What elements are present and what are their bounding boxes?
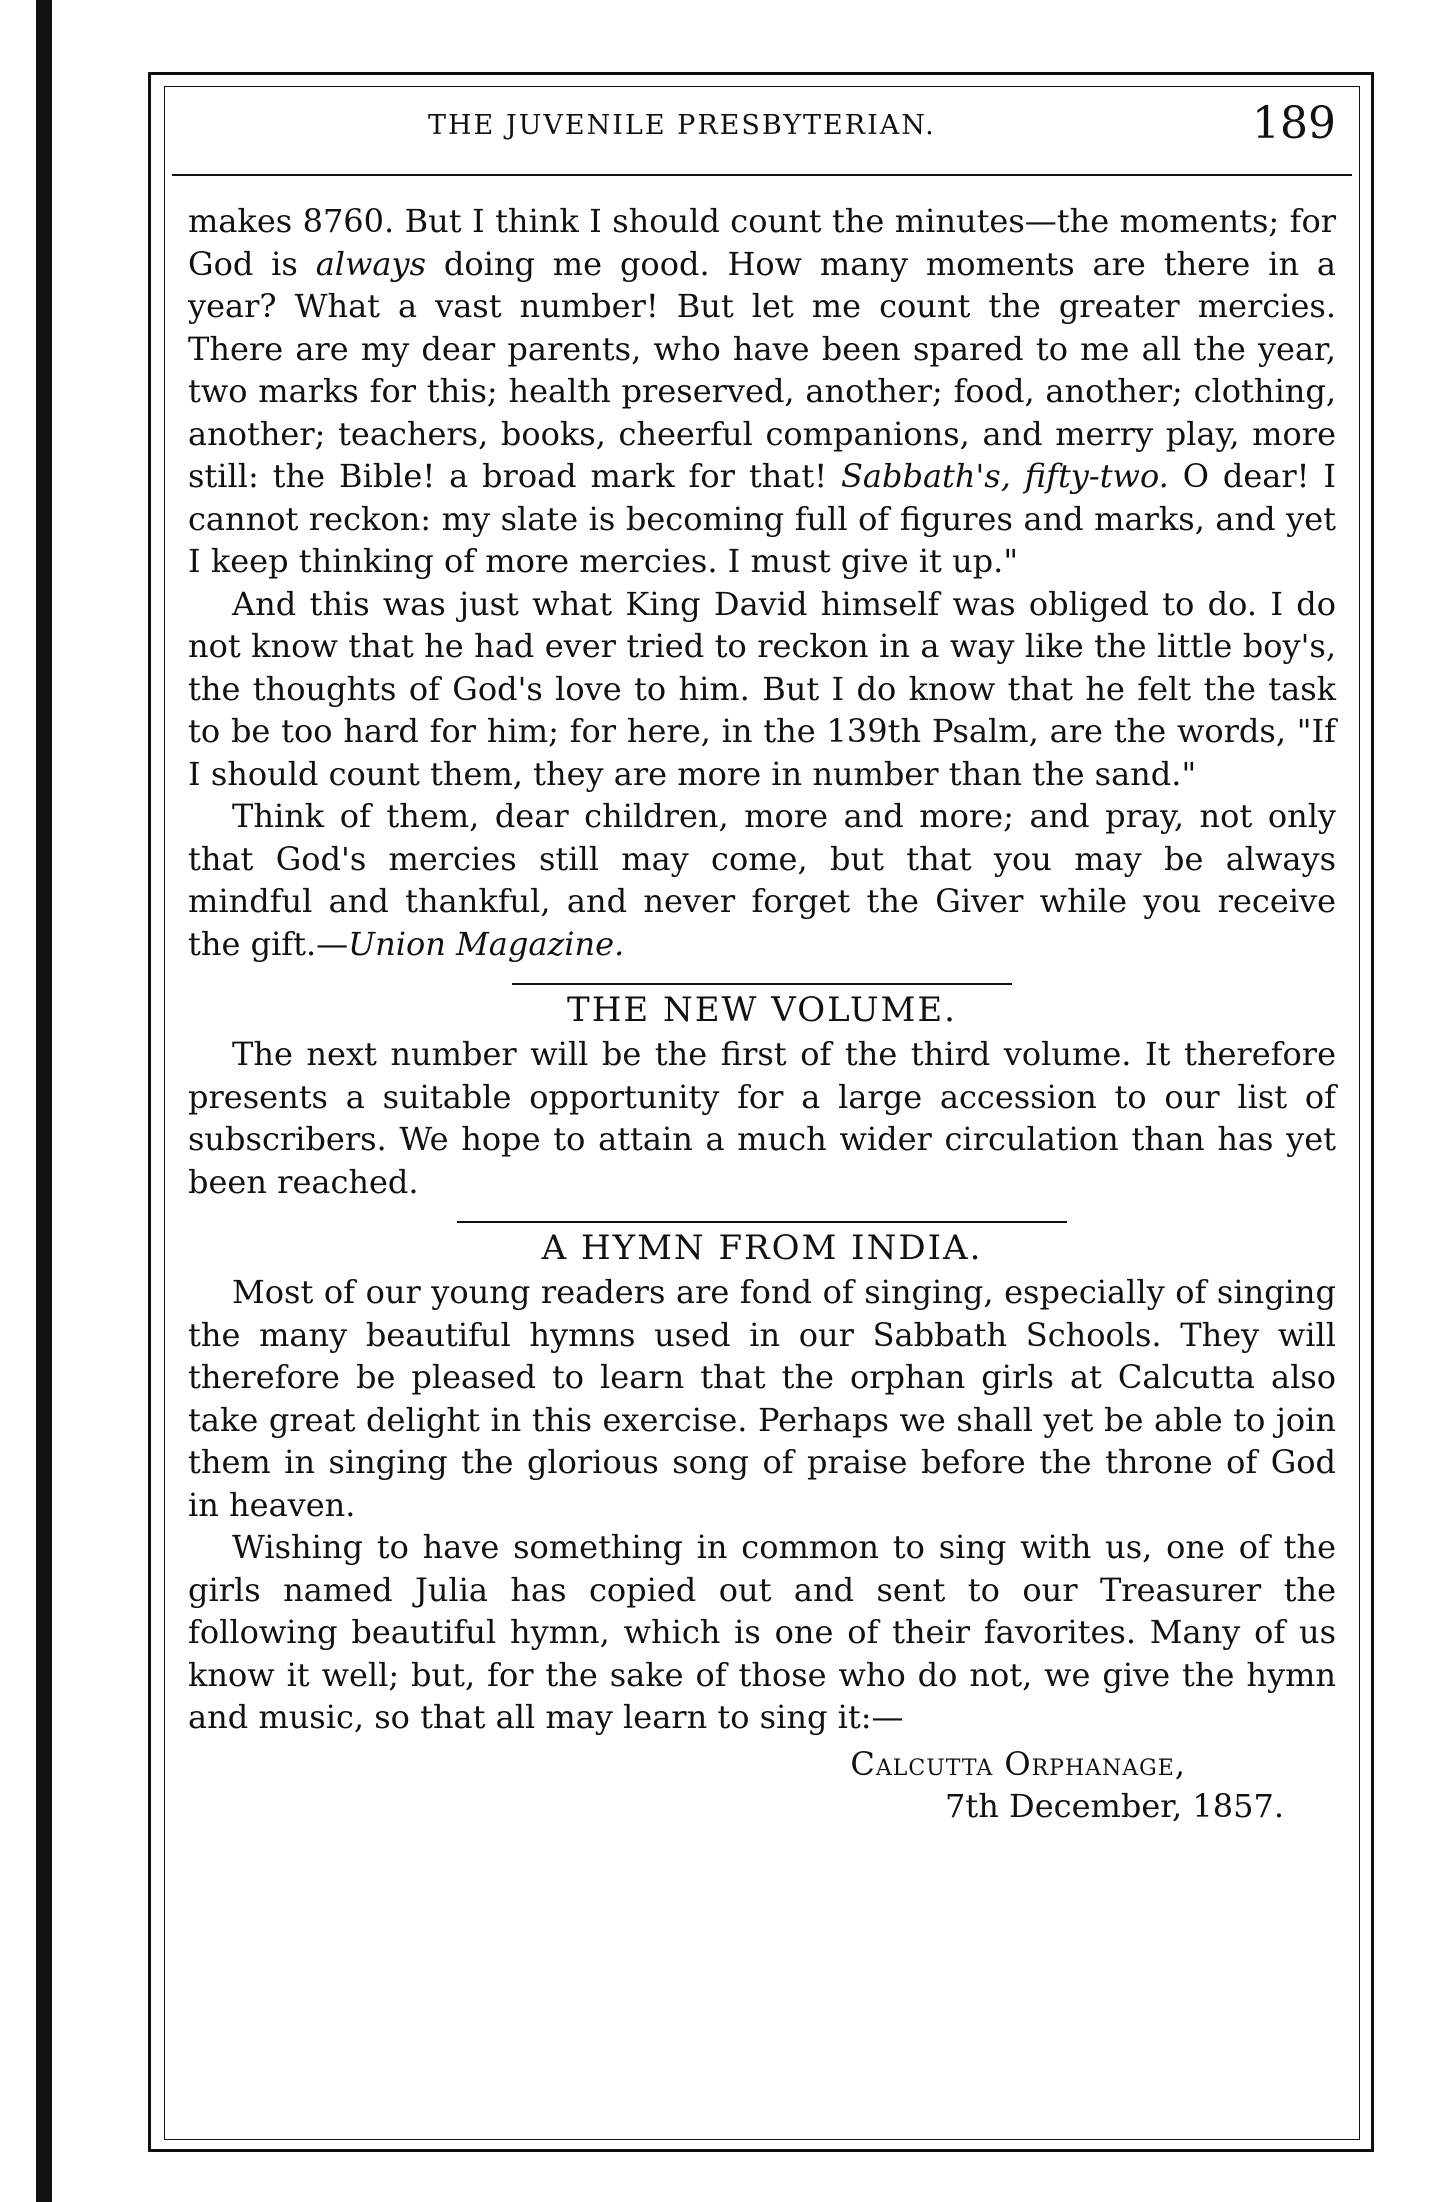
text-run: doing me good. How many moments are there in a year? What a vast number! But let me count the greater mercies. There are my dear parents, who have been spared to me all the year, two marks for this; health preserved, another; food, another; clothing, another; teachers, books, cheerful companions, and merry play, more still: the Bible! a broad mark for that! bbox=[188, 244, 1337, 495]
page-binding-edge bbox=[36, 0, 52, 2202]
signature-line: Calcutta Orphanage, bbox=[850, 1744, 1186, 1783]
article-text bbox=[188, 200, 1336, 1828]
source-citation: Union Magazine. bbox=[348, 924, 625, 963]
italic-text-run: Sabbath's, fifty-two. bbox=[840, 457, 1169, 495]
paragraph-hymn-intro: Most of our young readers are fond of singing, especially of singing the many beautiful hymns used in our Sabbath Schools. They will therefore be pleased to learn that the orphan girls at Calcutta also take great delight in this exercise. Perhaps we shall yet be able to join them in singing the glorious song of praise before the throne of God in heaven. bbox=[188, 1273, 1336, 1524]
text-run: O dear! I cannot reckon: my slate is becoming full of figures and marks, and yet I keep thinking of more mercies. I must give it up." bbox=[188, 457, 1337, 580]
page-number: 189 bbox=[1252, 98, 1336, 149]
header-rule bbox=[172, 174, 1352, 176]
italic-text-run: always bbox=[315, 244, 426, 283]
paragraph-king-david: And this was just what King David himself was obliged to do. I do not know that he had ever tried to reckon in a way like the little boy's, the thoughts of God's love to him. But I do know that he felt the task to be too hard for him; for here, in the 139th Psalm, are the words, "If I should count them, they are more in number than the sand." bbox=[188, 584, 1336, 793]
paragraph-think-of-them bbox=[188, 795, 1336, 965]
section-heading-hymn: A HYMN FROM INDIA. bbox=[541, 1228, 983, 1268]
text-run: Think of them, dear children, more and more; and pray, not only that God's mercies still may come, but that you may be always mindful and thankful, and never forget the Giver while you receive the gift.— bbox=[188, 797, 1336, 963]
paragraph-hymn-julia: Wishing to have something in common to sing with us, one of the girls named Julia has copied out and sent to our Treasurer the following beautiful hymn, which is one of their favorites. Many of us know it well; but, for the sake of those who do not, we give the hymn and music, so that all may learn to sing it:— bbox=[188, 1528, 1336, 1736]
section-heading-new-volume: THE NEW VOLUME. bbox=[567, 990, 957, 1030]
running-head bbox=[170, 96, 1350, 168]
text-run: makes 8760. But I think I should count the minutes—the moments; for God is bbox=[188, 202, 1336, 283]
paragraph-new-volume: The next number will be the first of the third volume. It therefore presents a suitable opportunity for a large accession to our list of subscribers. We hope to attain a much wider circulation than has yet been reached. bbox=[188, 1035, 1336, 1201]
paragraph-continued bbox=[188, 200, 1336, 583]
section-rule bbox=[512, 983, 1012, 985]
date-line: 7th December, 1857. bbox=[945, 1787, 1284, 1825]
section-rule bbox=[457, 1221, 1067, 1223]
running-title: THE JUVENILE PRESBYTERIAN. bbox=[428, 110, 936, 141]
